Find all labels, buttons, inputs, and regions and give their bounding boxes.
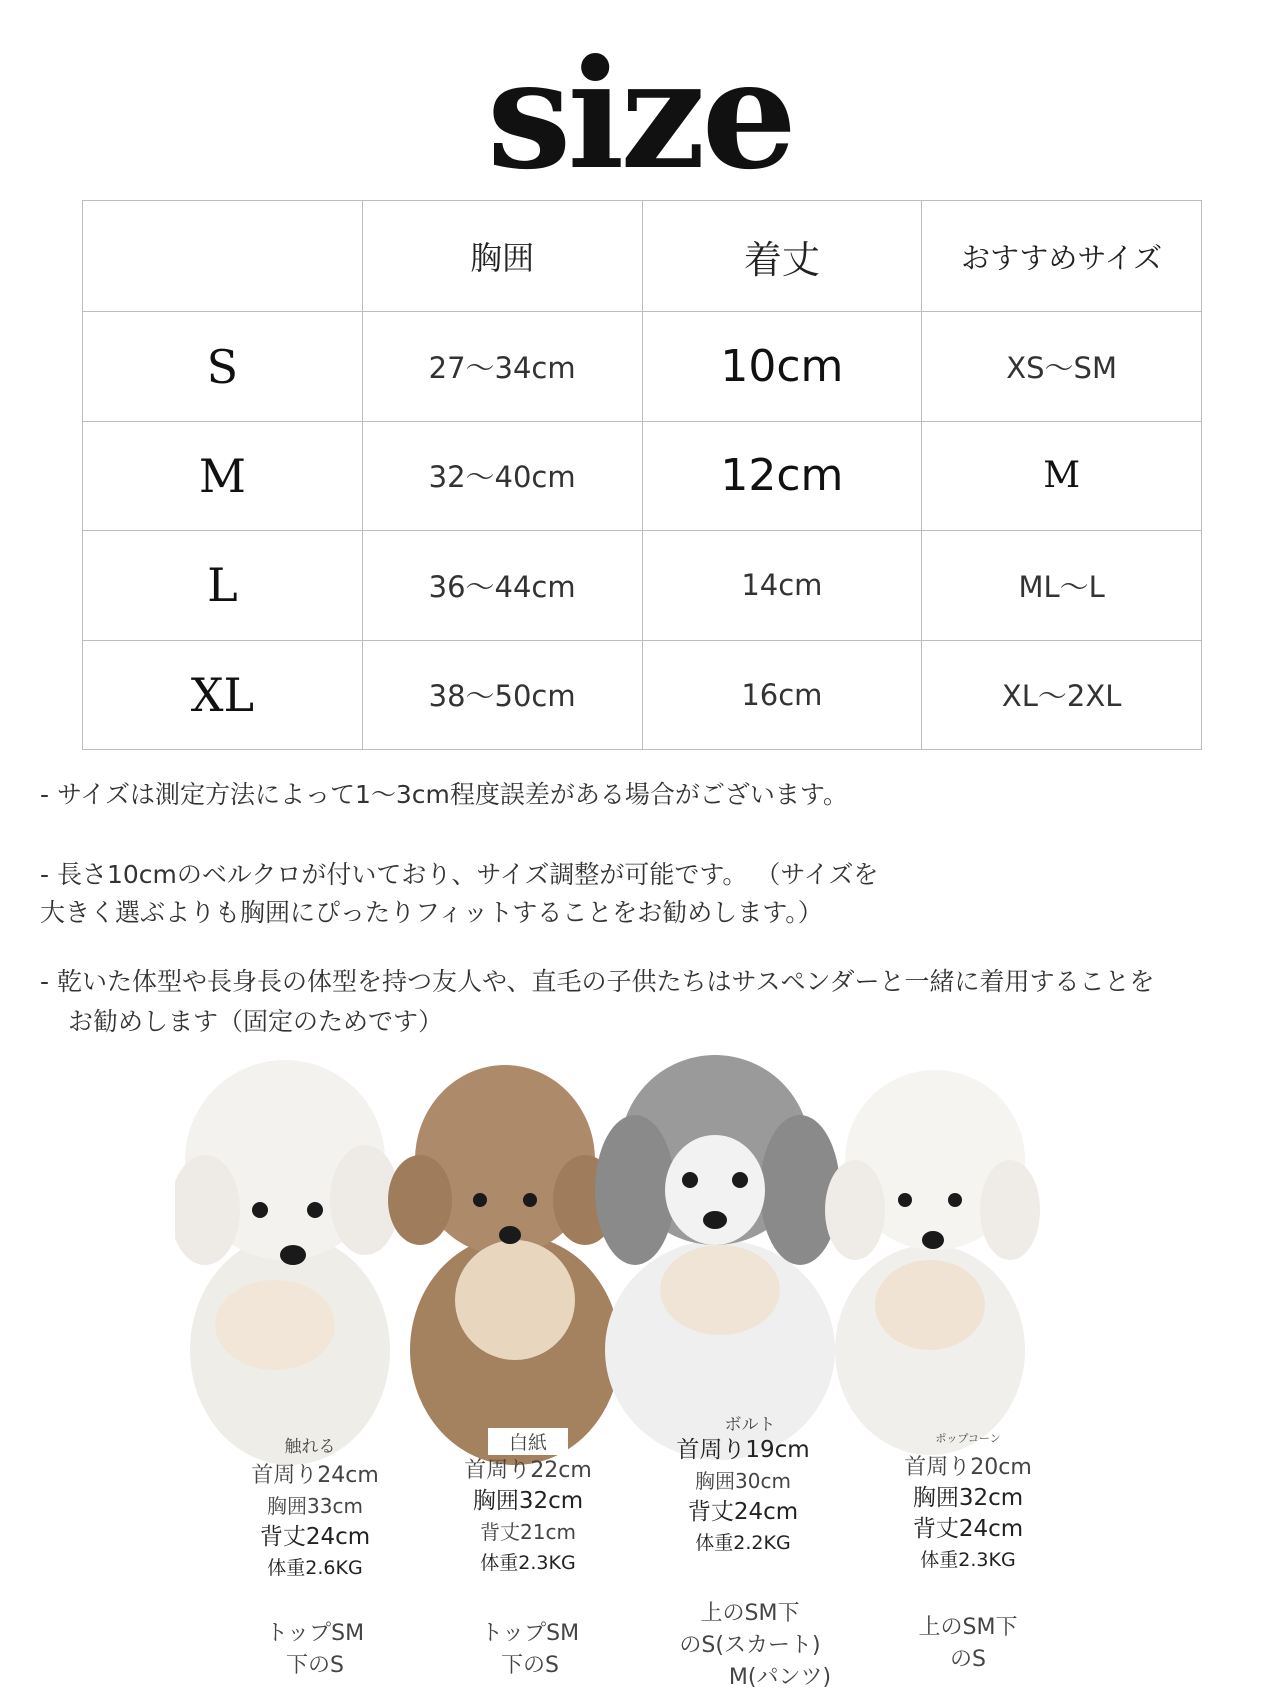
wear-line: のS(スカート) xyxy=(679,1633,821,1658)
page-title: size xyxy=(486,27,794,203)
dog-wear-3 xyxy=(660,1598,840,1694)
chest-value: 32〜40cm xyxy=(362,421,642,530)
length-value: 10cm xyxy=(642,312,922,421)
wear-line: 上のSM下 xyxy=(918,1615,1018,1640)
chest-measure: 胸囲30cm xyxy=(695,1469,791,1493)
neck-measure: 首周り19cm xyxy=(676,1437,810,1463)
neck-measure: 首周り20cm xyxy=(904,1455,1032,1480)
header-recommend: おすすめサイズ xyxy=(922,201,1202,312)
neck-measure: 首周り24cm xyxy=(251,1463,379,1488)
dog-wear-2 xyxy=(460,1618,600,1682)
wear-line: 下のS xyxy=(286,1653,344,1678)
dog-wear-1 xyxy=(245,1618,385,1682)
dog-name-2: 白紙 xyxy=(488,1428,568,1455)
white-dog-illustration xyxy=(175,1060,400,1465)
size-label: S xyxy=(83,312,363,421)
dog-wear-4 xyxy=(893,1612,1043,1676)
note-velcro-line2: 大きく選ぶよりも胸囲にぴったりフィットすることをお勧めします。） xyxy=(40,898,823,927)
weight-measure: 体重2.2KG xyxy=(695,1532,791,1554)
header-blank xyxy=(83,201,363,312)
note-suspender-line2: お勧めします（固定のためです） xyxy=(68,1007,444,1036)
recommend-value: M xyxy=(922,421,1202,530)
chest-measure: 胸囲32cm xyxy=(472,1488,584,1514)
wear-line: M(パンツ) xyxy=(728,1665,832,1690)
dog-stats-1 xyxy=(215,1460,415,1584)
note-velcro-line1: - 長さ10cmのベルクロが付いており、サイズ調整が可能です。 （サイズを xyxy=(40,860,879,889)
recommend-value: ML〜L xyxy=(922,531,1202,640)
dog-stats-4 xyxy=(868,1452,1068,1576)
chest-value: 38〜50cm xyxy=(362,640,642,749)
back-measure: 背丈24cm xyxy=(687,1499,799,1525)
chest-measure: 胸囲33cm xyxy=(267,1494,363,1518)
table-row xyxy=(83,531,1202,640)
back-measure: 背丈21cm xyxy=(480,1520,576,1544)
length-value: 14cm xyxy=(642,531,922,640)
dog-stats-3 xyxy=(643,1435,843,1559)
header-length: 着丈 xyxy=(642,201,922,312)
wear-line: 下のS xyxy=(501,1653,559,1678)
neck-measure: 首周り22cm xyxy=(464,1458,592,1483)
note-measurement: - サイズは測定方法によって1〜3cm程度誤差がある場合がございます。 xyxy=(40,780,848,809)
white-dog-2-illustration xyxy=(825,1070,1040,1455)
wear-line: トップSM xyxy=(265,1621,365,1646)
size-label: M xyxy=(83,421,363,530)
dog-name-1: 触れる xyxy=(284,1437,336,1457)
table-row xyxy=(83,312,1202,421)
recommend-value: XL〜2XL xyxy=(922,640,1202,749)
dog-stats-2 xyxy=(428,1455,628,1579)
chest-value: 36〜44cm xyxy=(362,531,642,640)
back-measure: 背丈24cm xyxy=(912,1516,1024,1542)
note-suspender-line1: - 乾いた体型や長身長の体型を持つ友人や、直毛の子供たちはサスペンダーと一緒に着用することを xyxy=(40,967,1155,996)
back-measure: 背丈24cm xyxy=(259,1524,371,1550)
wear-line: 上のSM下 xyxy=(700,1601,800,1626)
chest-measure: 胸囲32cm xyxy=(912,1485,1024,1511)
weight-measure: 体重2.6KG xyxy=(267,1557,363,1579)
length-value: 16cm xyxy=(642,640,922,749)
grey-dog-illustration xyxy=(595,1055,840,1460)
dog-name-3: ボルト xyxy=(724,1415,776,1435)
table-header-row xyxy=(83,201,1202,312)
header-chest: 胸囲 xyxy=(362,201,642,312)
wear-line: トップSM xyxy=(480,1621,580,1646)
dogs-photo xyxy=(175,1050,1115,1470)
wear-line: のS xyxy=(950,1647,986,1672)
dog-name-4: ポップコーン xyxy=(935,1432,1001,1445)
weight-measure: 体重2.3KG xyxy=(920,1549,1016,1571)
size-label: XL xyxy=(83,640,363,749)
length-value: 12cm xyxy=(642,421,922,530)
chest-value: 27〜34cm xyxy=(362,312,642,421)
table-row xyxy=(83,640,1202,749)
weight-measure: 体重2.3KG xyxy=(480,1552,576,1574)
size-label: L xyxy=(83,531,363,640)
recommend-value: XS〜SM xyxy=(922,312,1202,421)
brown-dog-illustration xyxy=(388,1065,620,1465)
table-row xyxy=(83,421,1202,530)
size-table xyxy=(82,200,1202,750)
